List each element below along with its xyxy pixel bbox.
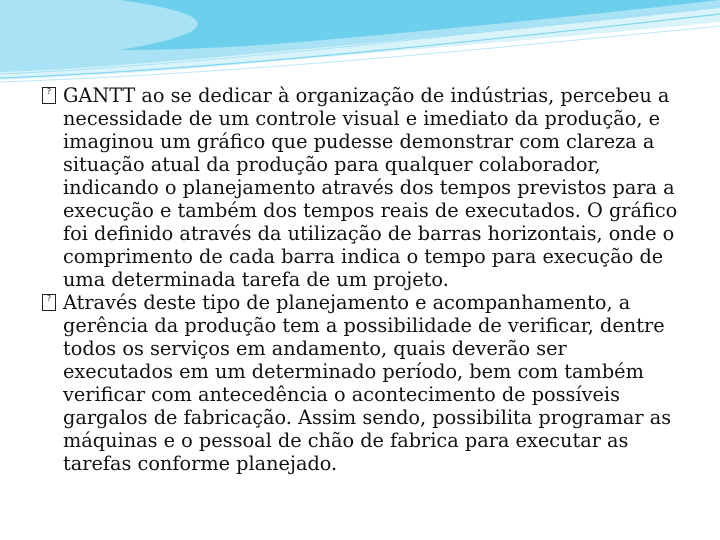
missing-glyph-bullet-icon: ? xyxy=(42,294,56,311)
decorative-wave-header xyxy=(0,0,720,95)
paragraph-text: GANTT ao se dedicar à organização de indústrias, percebeu a necessidade de um controle visual e imediato da produção, e imaginou um gráfico que pudesse demonstrar com clareza a situação atual da produção para qualquer colaborador, indicando o planejamento através dos tempos previstos para a execução e também dos tempos reais de executados. O gráfico foi definido através da utilização de barras horizontais, onde o comprimento de cada barra indica o tempo para execução de uma determinada tarefa de um projeto. xyxy=(63,84,678,291)
slide-body xyxy=(42,84,678,475)
missing-glyph-bullet-icon: ? xyxy=(42,87,56,104)
paragraph-text: Através deste tipo de planejamento e acompanhamento, a gerência da produção tem a possibilidade de verificar, dentre todos os serviços em andamento, quais deverão ser executados em um determinado período, bem com também verificar com antecedência o acontecimento de possíveis gargalos de fabricação. Assim sendo, possibilita programar as máquinas e o pessoal de chão de fabrica para executar as tarefas conforme planejado. xyxy=(63,291,672,475)
paragraph-gantt-definition xyxy=(42,84,678,291)
paragraph-planning-benefits xyxy=(42,291,678,475)
